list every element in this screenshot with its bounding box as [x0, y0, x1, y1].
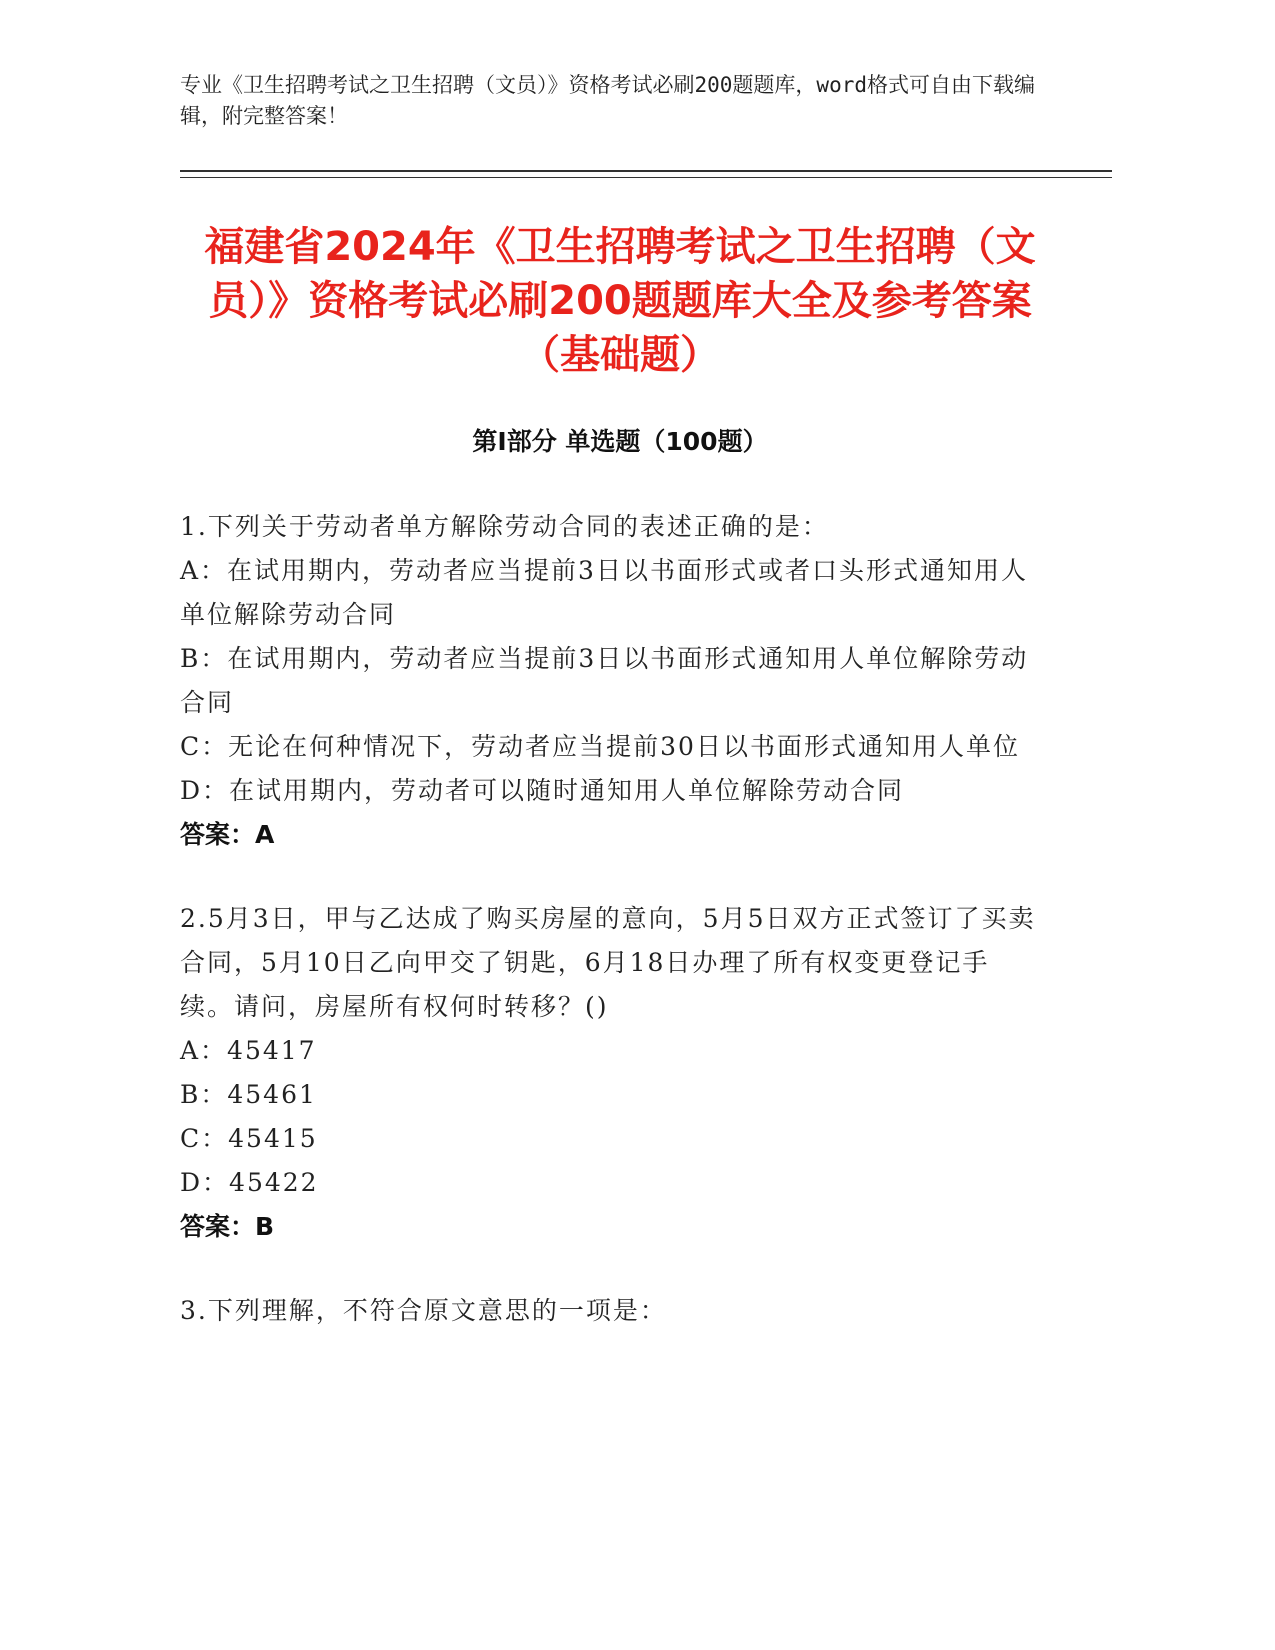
- option-a: A：在试用期内，劳动者应当提前3日以书面形式或者口头形式通知用人单位解除劳动合同: [180, 556, 1028, 629]
- header-rule-thick: [180, 170, 1112, 172]
- section-title: 第Ⅰ部分 单选题（100题）: [472, 427, 768, 456]
- question-stem: 3.下列理解，不符合原文意思的一项是：: [180, 1296, 667, 1325]
- question-stem: 1.下列关于劳动者单方解除劳动合同的表述正确的是：: [180, 512, 829, 541]
- question-stem: 2.5月3日，甲与乙达成了购买房屋的意向，5月5日双方正式签订了买卖合同，5月10日乙向甲交了钥匙，6月18日办理了所有权变更登记手续。请问，房屋所有权何时转移？(): [180, 904, 1036, 1021]
- question-3: [180, 1289, 1040, 1333]
- option-d: D：45422: [180, 1168, 319, 1197]
- question-1: [180, 505, 1040, 857]
- header-note: 专业《卫生招聘考试之卫生招聘（文员）》资格考试必刷200题题库，word格式可自由下载编辑，附完整答案！: [180, 73, 1035, 128]
- option-c: C：45415: [180, 1124, 318, 1153]
- answer: 答案：A: [180, 820, 275, 849]
- option-a: A：45417: [180, 1036, 317, 1065]
- option-b: B：在试用期内，劳动者应当提前3日以书面形式通知用人单位解除劳动合同: [180, 644, 1029, 717]
- option-c: C：无论在何种情况下，劳动者应当提前30日以书面形式通知用人单位: [180, 732, 1020, 761]
- question-list: [180, 505, 1040, 1373]
- answer: 答案：B: [180, 1212, 275, 1241]
- option-d: D：在试用期内，劳动者可以随时通知用人单位解除劳动合同: [180, 776, 905, 805]
- question-2: [180, 897, 1040, 1249]
- header-rule-thin: [180, 177, 1112, 178]
- document-title: 福建省2024年《卫生招聘考试之卫生招聘（文员）》资格考试必刷200题题库大全及参考答案（基础题）: [204, 224, 1036, 378]
- option-b: B：45461: [180, 1080, 317, 1109]
